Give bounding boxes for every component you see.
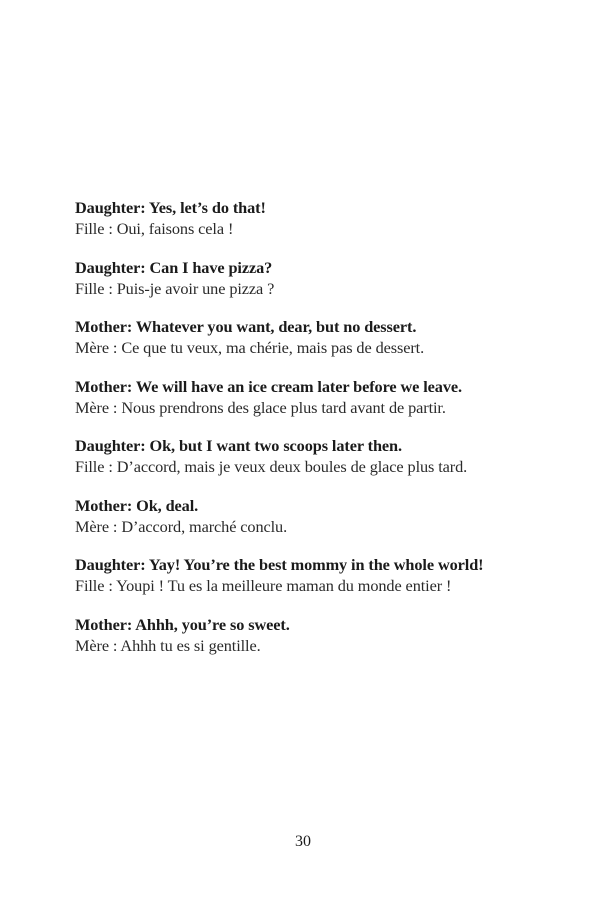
french-translation: Fille : Youpi ! Tu es la meilleure maman du monde entier !: [75, 576, 452, 595]
dialogue-exchange: [75, 495, 575, 537]
dialogue-section: [75, 197, 575, 673]
dialogue-exchange: [75, 197, 575, 239]
page-number: 30: [295, 833, 311, 850]
french-translation: Fille : Oui, faisons cela !: [75, 219, 234, 238]
english-line: Daughter: Yay! You’re the best mommy in the whole world!: [75, 555, 484, 574]
english-line: Mother: Ok, deal.: [75, 495, 199, 515]
english-line: Daughter: Can I have pizza?: [75, 257, 273, 277]
english-line: Daughter: Ok, but I want two scoops later then.: [75, 436, 402, 455]
dialogue-exchange: [75, 376, 575, 418]
dialogue-exchange: [75, 614, 575, 656]
english-line: Daughter: Yes, let’s do that!: [75, 198, 266, 217]
french-translation: Mère : D’accord, marché conclu.: [75, 516, 288, 536]
dialogue-exchange: [75, 435, 575, 477]
english-line: Mother: Ahhh, you’re so sweet.: [75, 614, 290, 634]
english-line: Mother: Whatever you want, dear, but no dessert.: [75, 317, 417, 336]
dialogue-exchange: [75, 554, 575, 596]
dialogue-exchange: [75, 257, 575, 299]
french-translation: Fille : D’accord, mais je veux deux boules de glace plus tard.: [75, 457, 468, 476]
english-line: Mother: We will have an ice cream later before we leave.: [75, 376, 462, 396]
french-translation: Mère : Ce que tu veux, ma chérie, mais pas de dessert.: [75, 338, 425, 357]
french-translation: Fille : Puis-je avoir une pizza ?: [75, 278, 275, 298]
dialogue-exchange: [75, 316, 575, 358]
french-translation: Mère : Nous prendrons des glace plus tard avant de partir.: [75, 397, 446, 417]
french-translation: Mère : Ahhh tu es si gentille.: [75, 635, 261, 655]
